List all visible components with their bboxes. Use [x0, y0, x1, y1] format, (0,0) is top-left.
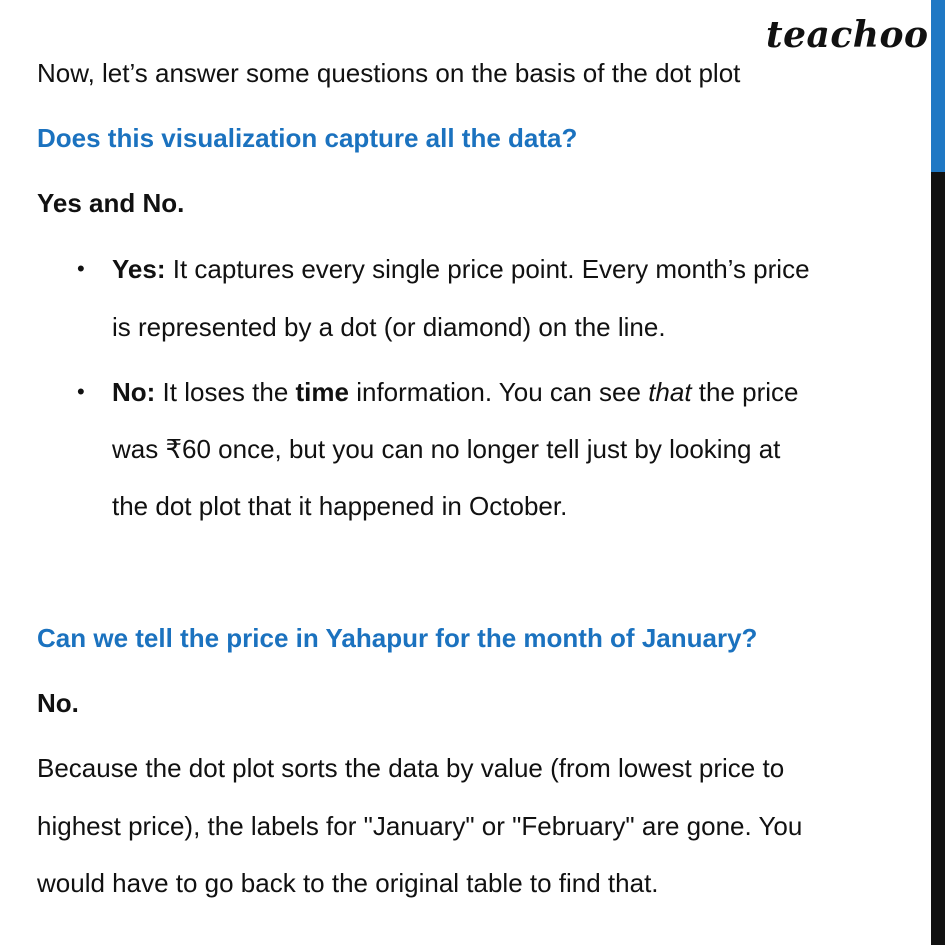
scrollbar-track[interactable] [931, 0, 945, 945]
bullet-dot: • [77, 256, 85, 281]
bullet-no-bold-time: time [295, 377, 349, 407]
explanation-line-3: would have to go back to the original table to find that. [37, 868, 659, 898]
answer-2: No. [37, 688, 79, 718]
bullet-yes-text: It captures every single price point. Every month’s price [165, 254, 810, 284]
bullet-no-italic-that: that [648, 377, 692, 407]
explanation-line-2: highest price), the labels for "January" or "February" are gone. You [37, 811, 803, 841]
bullet-yes-line-1 [112, 254, 810, 284]
explanation-line-1: Because the dot plot sorts the data by value (from lowest price to [37, 753, 785, 783]
bullet-no-label: No: [112, 377, 156, 407]
answer-1: Yes and No. [37, 188, 185, 218]
bullet-no-line-3: the dot plot that it happened in October. [112, 491, 568, 521]
bullet-dot: • [77, 379, 85, 404]
question-1: Does this visualization capture all the data? [37, 123, 578, 153]
bullet-yes-label: Yes: [112, 254, 166, 284]
intro-text: Now, let’s answer some questions on the basis of the dot plot [37, 58, 741, 88]
bullet-no-line-2: was ₹60 once, but you can no longer tell just by looking at [112, 434, 781, 464]
bullet-no-text-b: information. You can see [348, 377, 649, 407]
bullet-no-text-a: It loses the [155, 377, 296, 407]
question-2: Can we tell the price in Yahapur for the month of January? [37, 623, 758, 653]
teachoo-logo: teachoo [766, 14, 929, 56]
bullet-no-text-c: the price [691, 377, 799, 407]
bullet-yes-line-2: is represented by a dot (or diamond) on the line. [112, 312, 666, 342]
bullet-no-line-1 [112, 377, 799, 407]
scrollbar-thumb[interactable] [931, 0, 945, 172]
